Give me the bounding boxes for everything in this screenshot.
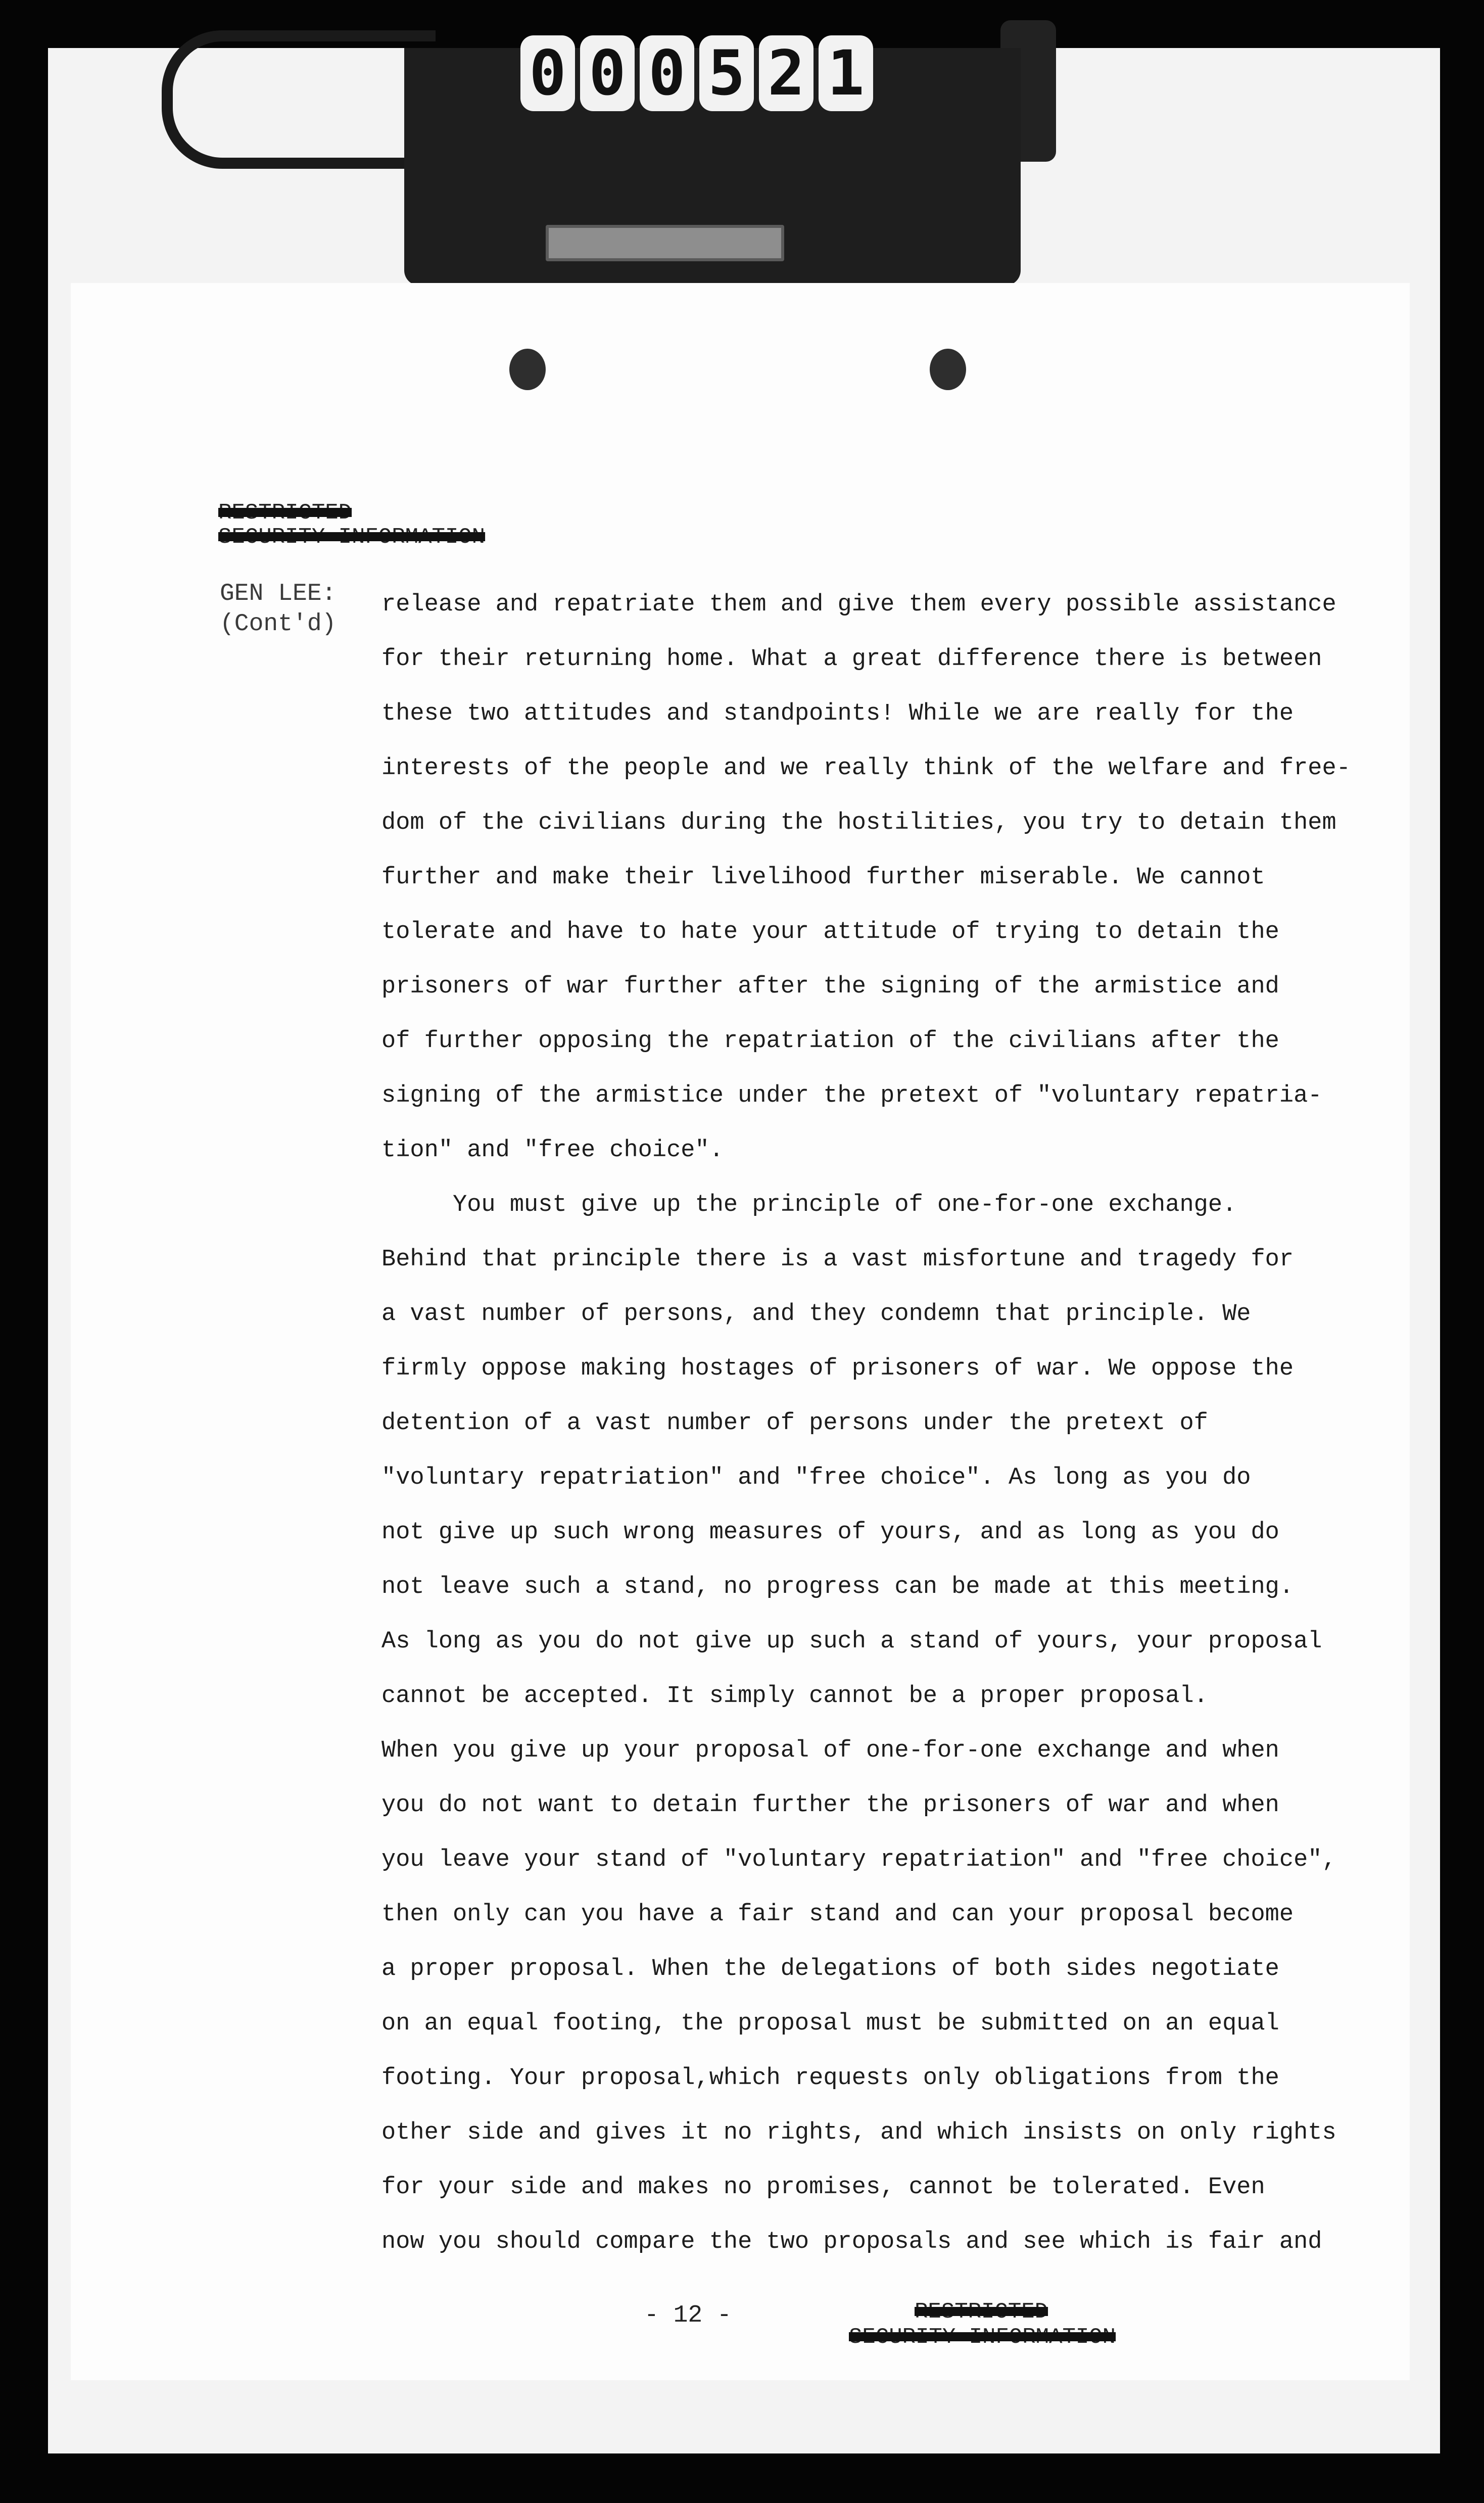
text-line: cannot be accepted. It simply cannot be a proper proposal.	[381, 1683, 1208, 1710]
footer-classification-restricted: RESTRICTED	[915, 2299, 1048, 2325]
text-line: now you should compare the two proposals and see which is fair and	[381, 2229, 1322, 2255]
text-line: not give up such wrong measures of yours, and as long as you do	[381, 1519, 1279, 1546]
counter-digit: 0	[580, 35, 635, 111]
text-line: a proper proposal. When the delegations of both sides negotiate	[381, 1956, 1279, 1982]
text-line: not leave such a stand, no progress can be made at this meeting.	[381, 1574, 1294, 1600]
punch-hole-right	[930, 349, 966, 390]
counter-digit: 5	[699, 35, 754, 111]
text-line: prisoners of war further after the signing of the armistice and	[381, 973, 1279, 1000]
text-line: these two attitudes and standpoints! While we are really for the	[381, 700, 1294, 727]
document-page	[71, 283, 1410, 2380]
text-line: on an equal footing, the proposal must be submitted on an equal	[381, 2010, 1279, 2037]
text-line: When you give up your proposal of one-for-one exchange and when	[381, 1737, 1279, 1764]
text-line: footing. Your proposal,which requests only obligations from the	[381, 2065, 1279, 2092]
text-line: of further opposing the repatriation of the civilians after the	[381, 1028, 1279, 1055]
header-classification-restricted: RESTRICTED	[218, 500, 352, 526]
text-line: As long as you do not give up such a stand of yours, your proposal	[381, 1628, 1322, 1655]
text-line: release and repatriate them and give them every possible assistance	[381, 591, 1336, 618]
speaker-name: GEN LEE:	[220, 580, 337, 607]
text-line: for their returning home. What a great difference there is between	[381, 646, 1322, 673]
text-line: other side and gives it no rights, and which insists on only rights	[381, 2119, 1336, 2146]
text-line: tolerate and have to hate your attitude of trying to detain the	[381, 919, 1279, 946]
counter-digit: 2	[759, 35, 813, 111]
text-line: a vast number of persons, and they condemn that principle. We	[381, 1301, 1251, 1328]
text-line: interests of the people and we really think of the welfare and free-	[381, 755, 1351, 782]
text-line: firmly oppose making hostages of prisoners of war. We oppose the	[381, 1355, 1294, 1382]
text-line: "voluntary repatriation" and "free choice". As long as you do	[381, 1465, 1251, 1491]
speaker-continued: (Cont'd)	[220, 610, 337, 638]
text-line: detention of a vast number of persons under the pretext of	[381, 1410, 1208, 1437]
counter-digits	[520, 35, 873, 111]
counter-plate	[546, 225, 784, 261]
text-line: you leave your stand of "voluntary repatriation" and "free choice",	[381, 1847, 1336, 1873]
speaker-label	[220, 579, 336, 639]
text-line: Behind that principle there is a vast misfortune and tragedy for	[381, 1246, 1294, 1273]
counter-digit: 0	[520, 35, 575, 111]
text-line: you do not want to detain further the prisoners of war and when	[381, 1792, 1279, 1819]
text-line: further and make their livelihood further miserable. We cannot	[381, 864, 1265, 891]
transcript-body	[381, 578, 1387, 2270]
text-line: tion" and "free choice".	[381, 1137, 724, 1164]
text-line: dom of the civilians during the hostilities, you try to detain them	[381, 810, 1336, 836]
counter-cable	[162, 30, 436, 169]
text-line: then only can you have a fair stand and can your proposal become	[381, 1901, 1294, 1928]
header-classification-security: SECURITY INFORMATION	[218, 525, 486, 550]
counter-digit: 1	[819, 35, 873, 111]
text-line: signing of the armistice under the pretext of "voluntary repatria-	[381, 1082, 1322, 1109]
text-line: for your side and makes no promises, cannot be tolerated. Even	[381, 2174, 1265, 2201]
punch-hole-left	[509, 349, 546, 390]
footer-classification-security: SECURITY INFORMATION	[849, 2325, 1116, 2350]
counter-digit: 0	[640, 35, 694, 111]
page-number: - 12 -	[644, 2302, 732, 2329]
text-line: You must give up the principle of one-for-one exchange.	[381, 1192, 1237, 1218]
